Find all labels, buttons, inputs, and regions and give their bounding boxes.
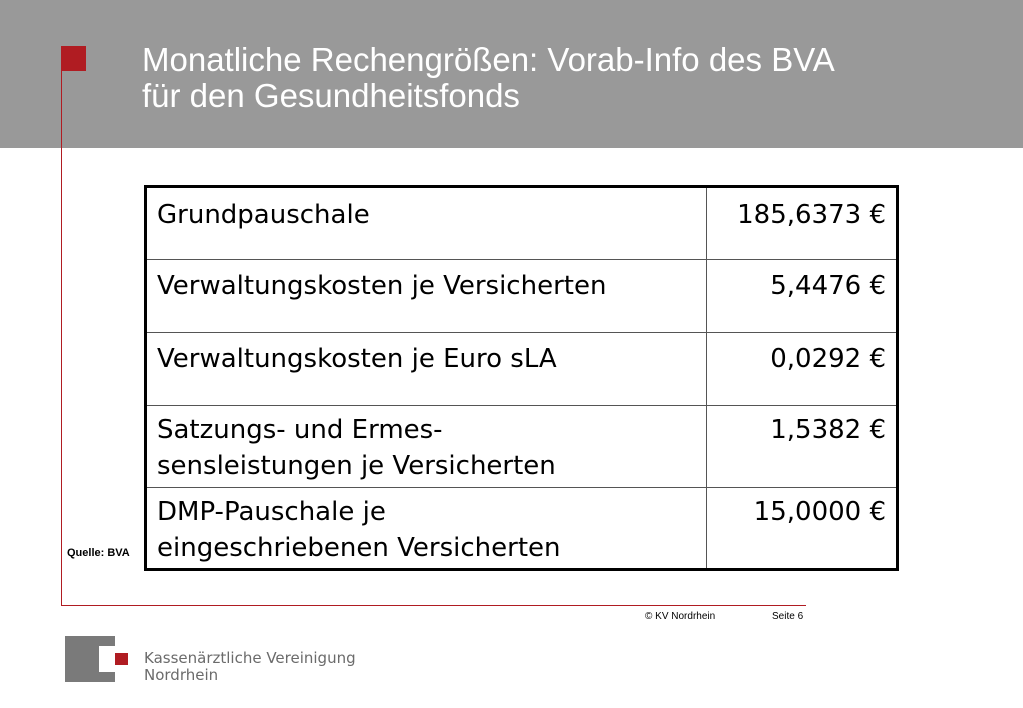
row-label-text: Grundpauschale xyxy=(157,200,370,230)
rates-table xyxy=(144,185,899,571)
logo-text xyxy=(144,650,356,684)
row-label xyxy=(146,260,707,333)
table-row xyxy=(146,488,898,570)
row-label xyxy=(146,187,707,260)
row-label xyxy=(146,333,707,406)
kv-nordrhein-logo xyxy=(65,636,375,686)
row-value: 15,0000 € xyxy=(707,488,898,570)
row-label xyxy=(146,488,707,570)
table-row xyxy=(146,187,898,260)
row-label xyxy=(146,406,707,488)
row-value: 1,5382 € xyxy=(707,406,898,488)
row-label-text: Verwaltungskosten je Versicherten xyxy=(157,271,607,301)
footer-page-number: Seite 6 xyxy=(772,611,804,622)
kv-logo-icon xyxy=(65,636,129,682)
row-label-text: Verwaltungskosten je Euro sLA xyxy=(157,344,557,374)
row-label-text: DMP-Pauschale je xyxy=(157,497,386,527)
row-label-text: Satzungs- und Ermes- xyxy=(157,415,443,445)
row-label-text: sensleistungen je Versicherten xyxy=(157,451,556,481)
logo-text-line-2: Nordrhein xyxy=(144,666,219,684)
vertical-divider xyxy=(61,71,62,606)
accent-square xyxy=(61,46,86,71)
page-title xyxy=(142,42,1002,114)
table-row xyxy=(146,333,898,406)
page-title-line-2: für den Gesundheitsfonds xyxy=(142,77,520,114)
logo-text-line-1: Kassenärztliche Vereinigung xyxy=(144,649,356,667)
row-label-text: eingeschriebenen Versicherten xyxy=(157,533,561,563)
table-row xyxy=(146,406,898,488)
footer-copyright: © KV Nordrhein xyxy=(645,611,716,622)
horizontal-divider xyxy=(61,605,806,606)
row-value: 5,4476 € xyxy=(707,260,898,333)
page-title-line-1: Monatliche Rechengrößen: Vorab-Info des BVA xyxy=(142,41,835,78)
row-value: 185,6373 € xyxy=(707,187,898,260)
row-value: 0,0292 € xyxy=(707,333,898,406)
table-row xyxy=(146,260,898,333)
source-note: Quelle: BVA xyxy=(67,547,130,559)
